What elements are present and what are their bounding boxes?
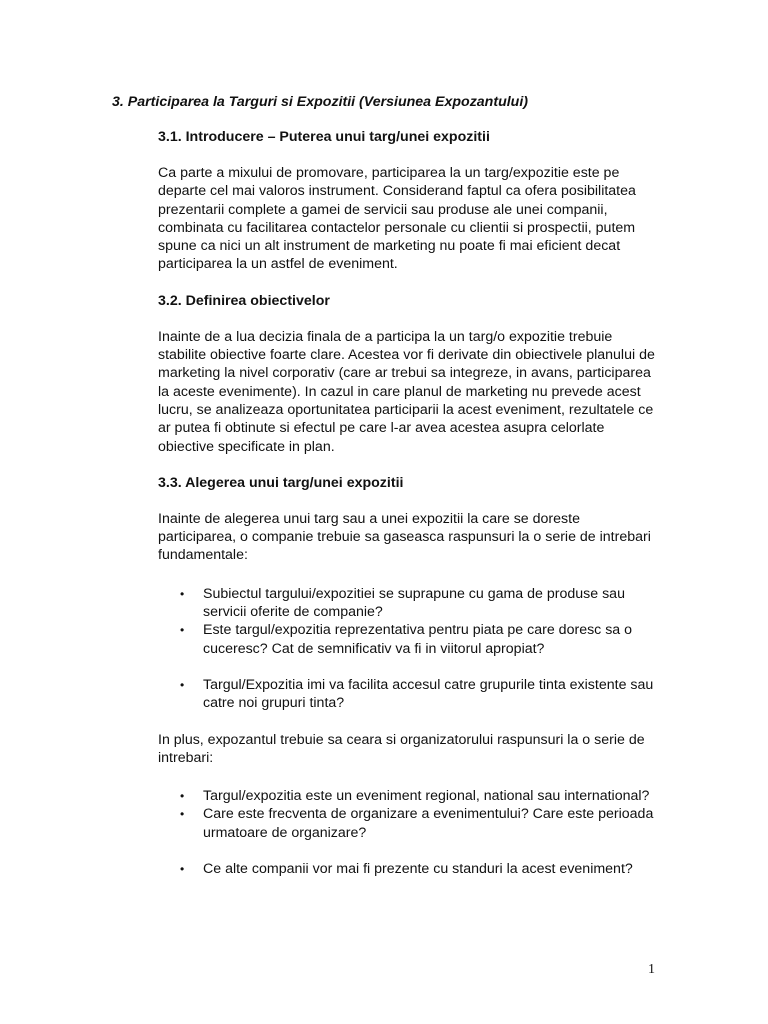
list-item-text: Care este frecventa de organizare a evenimentului? Care este perioada urmatoare de organizare? bbox=[203, 806, 654, 841]
list-item bbox=[158, 585, 658, 622]
list-item bbox=[158, 787, 658, 805]
section-paragraph-3-3: Inainte de alegerea unui targ sau a unei expozitii la care se doreste participarea, o companie trebuie sa gaseasca raspunsuri la o serie de intrebari fundamentale: bbox=[158, 510, 651, 564]
section-heading-3-2: 3.2. Definirea obiectivelor bbox=[158, 292, 330, 309]
list-item-text: Ce alte companii vor mai fi prezente cu standuri la acest eveniment? bbox=[203, 861, 633, 878]
list-item-text: Este targul/expozitia reprezentativa pentru piata pe care doresc sa o cuceresc? Cat de semnificativ va fi in viitorul apropiat? bbox=[203, 622, 633, 657]
list-item-text: Targul/expozitia este un eveniment regional, national sau international? bbox=[203, 788, 650, 805]
bullet-icon: • bbox=[180, 862, 185, 877]
list-item bbox=[158, 621, 658, 658]
list-item bbox=[158, 860, 658, 878]
section-heading-3-3: 3.3. Alegerea unui targ/unei expozitii bbox=[158, 474, 404, 491]
section-paragraph-3-1: Ca parte a mixului de promovare, participarea la un targ/expozitie este pe departe cel mai valoros instrument. Considerand faptul ca ofera posibilitatea prezentarii complete a gamei de servicii sau produse ale unei companii, combinata cu facilitarea contactelor personale cu clientii si prospectii, putem spune ca nici un alt instrument de marketing nu poate fi mai eficient decat participarea la un astfel de eveniment. bbox=[158, 165, 636, 273]
document-title: 3. Participarea la Targuri si Expozitii (Versiunea Expozantului) bbox=[112, 94, 529, 110]
question-list-d bbox=[158, 860, 658, 878]
section-paragraph-3-2: Inainte de a lua decizia finala de a participa la un targ/o expozitie trebuie stabilite obiective foarte clare. Acestea vor fi derivate din obiectivele planului de marketing la nivel corporativ (care ar trebui sa integreze, in avans, participarea la aceste evenimente). In cazul in care planul de marketing nu prevede acest lucru, se analizeaza oportunitatea participarii la acest eveniment, rezultatele ce ar putea fi obtinute si efectul pe care l-ar avea acestea asupra celorlate obiective specificate in plan. bbox=[158, 328, 655, 455]
page-number: 1 bbox=[648, 962, 655, 977]
list-item-text: Subiectul targului/expozitiei se suprapune cu gama de produse sau servicii oferite de companie? bbox=[203, 585, 625, 621]
bullet-icon: • bbox=[180, 623, 185, 638]
list-item-text: Targul/Expozitia imi va facilita accesul catre grupurile tinta existente sau catre noi grupuri tinta? bbox=[203, 676, 654, 712]
bullet-icon: • bbox=[180, 677, 185, 692]
list-item bbox=[158, 676, 658, 713]
document-body bbox=[158, 128, 658, 878]
section-heading-3-1: 3.1. Introducere – Puterea unui targ/unei expozitii bbox=[158, 129, 490, 145]
question-list-a bbox=[158, 585, 658, 658]
question-list-b bbox=[158, 676, 658, 713]
list-item bbox=[158, 805, 658, 842]
bullet-icon: • bbox=[180, 789, 185, 804]
question-list-c bbox=[158, 787, 658, 842]
bullet-icon: • bbox=[180, 586, 185, 601]
bullet-icon: • bbox=[180, 807, 185, 822]
section-paragraph-3-3-continued: In plus, expozantul trebuie sa ceara si organizatorului raspunsuri la o serie de intrebari: bbox=[158, 731, 645, 766]
